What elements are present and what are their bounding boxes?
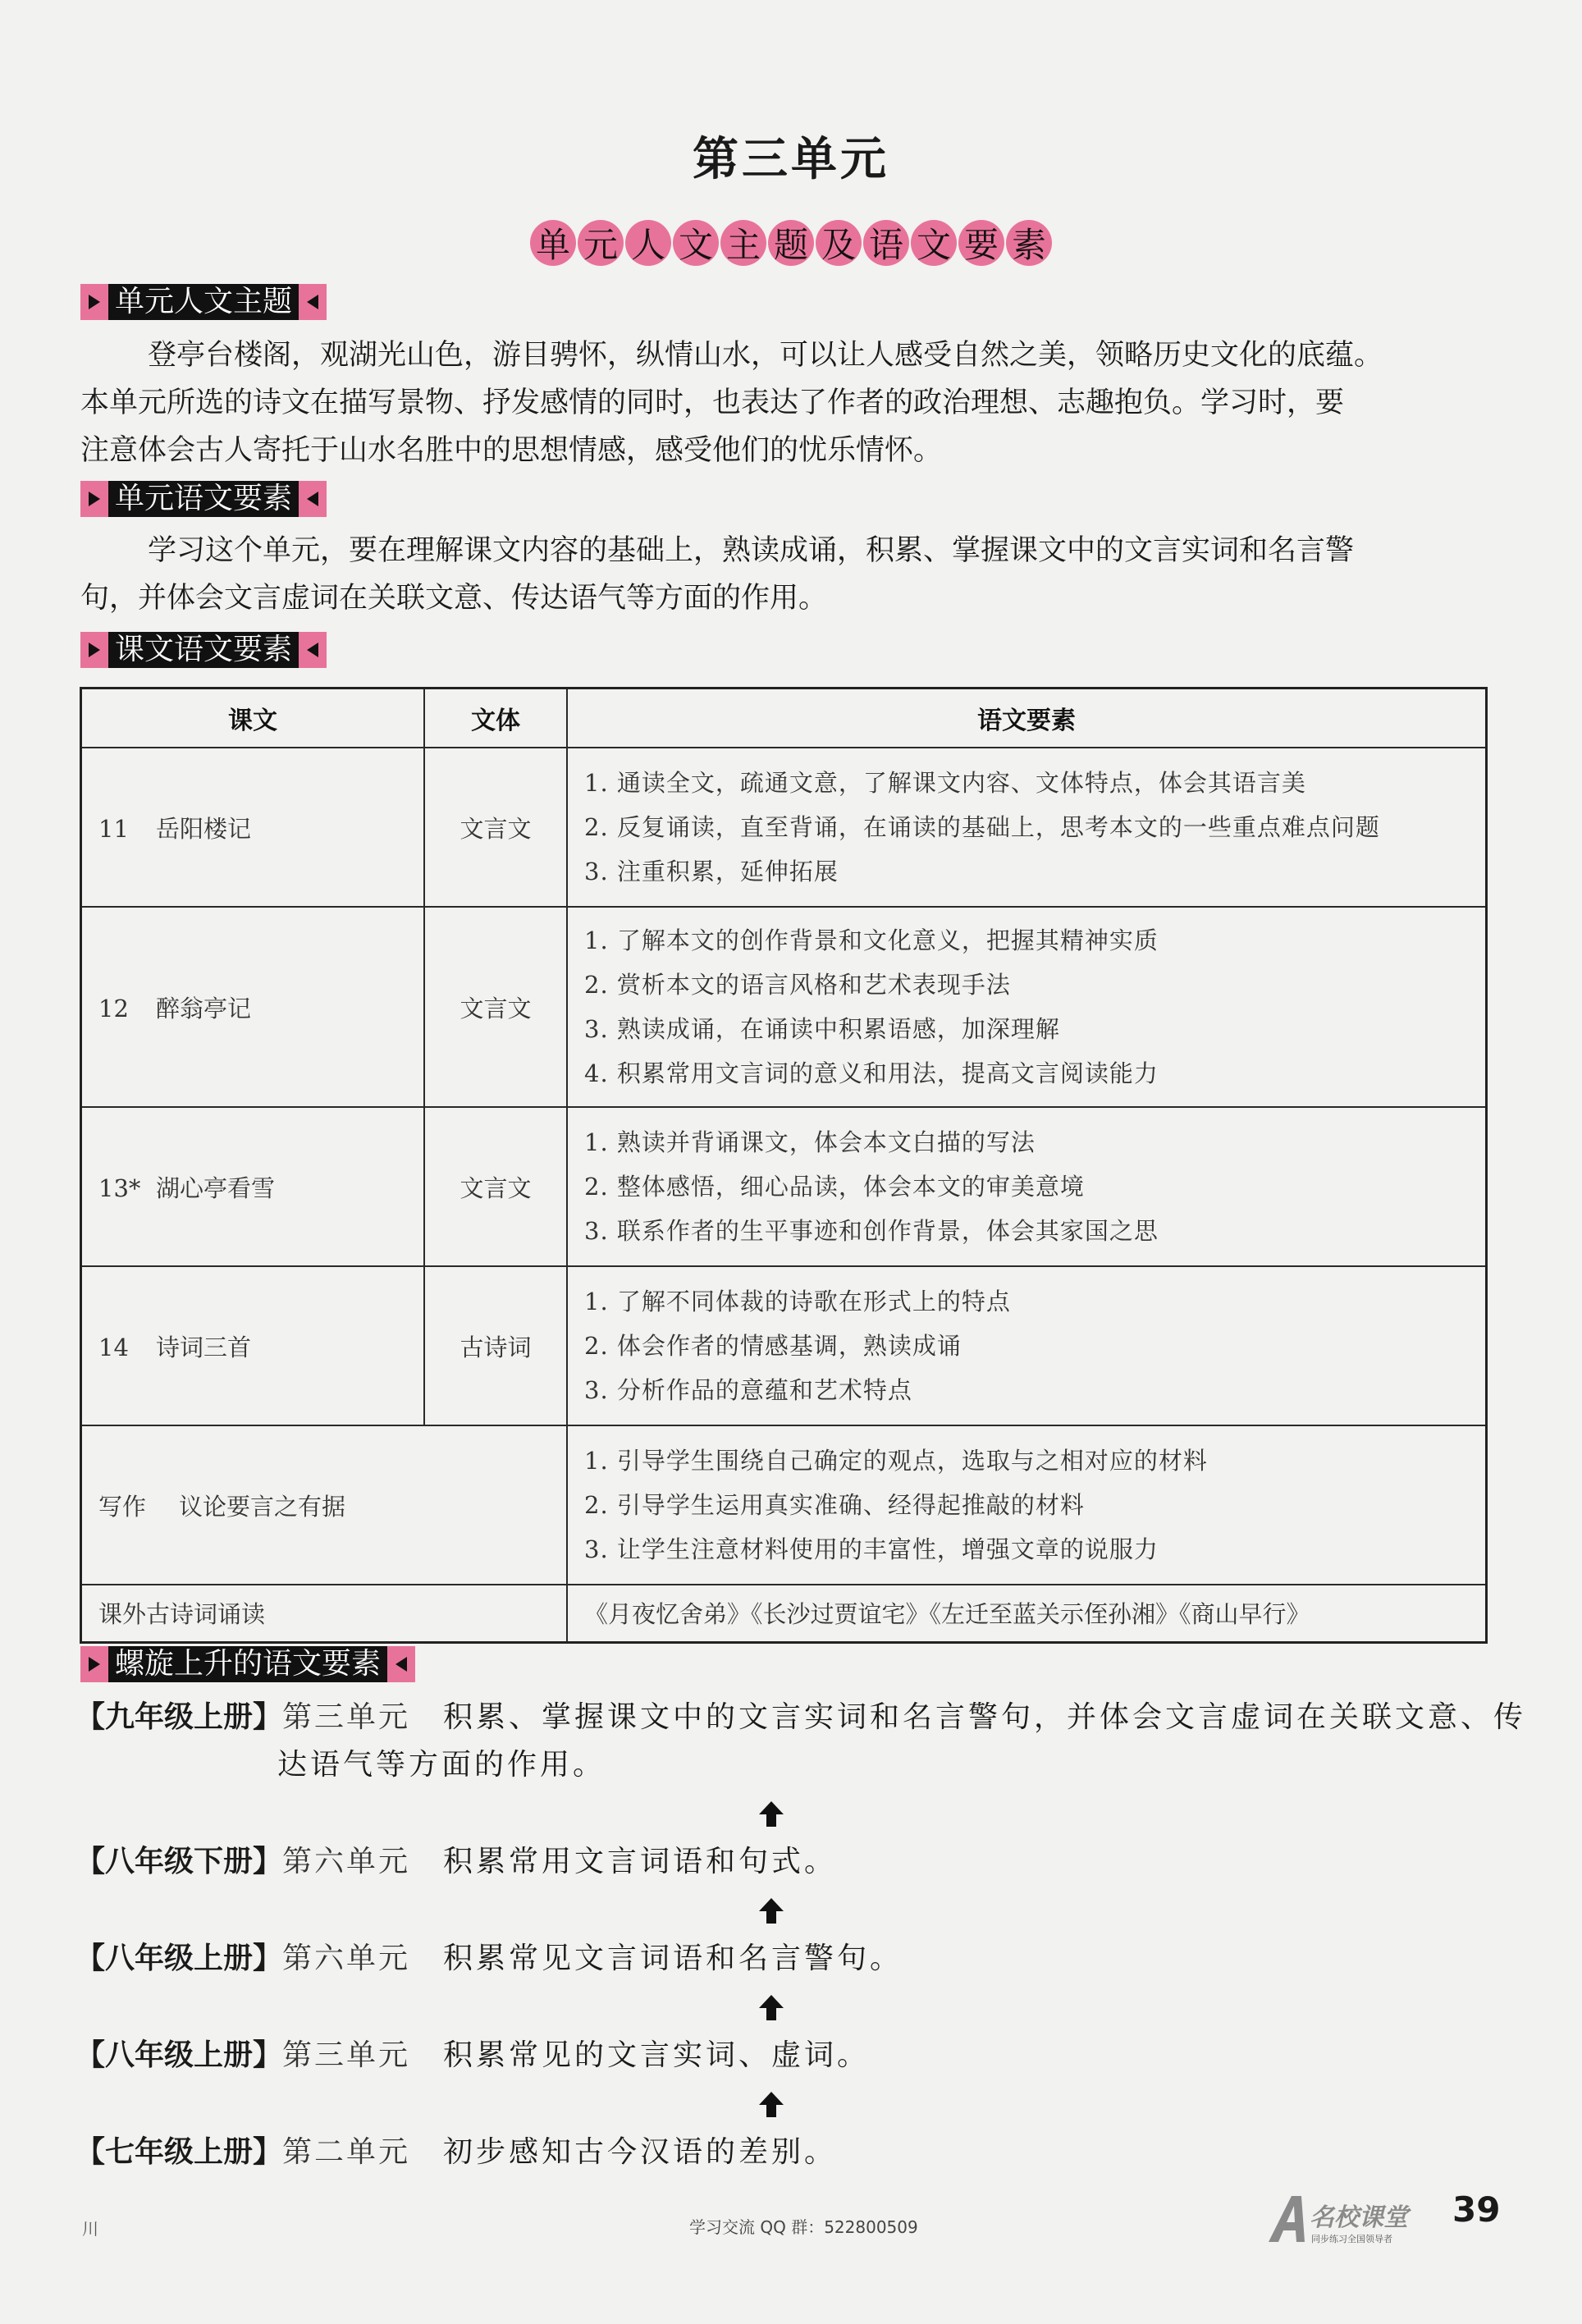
extra-reading-cell: 课外古诗词诵读	[81, 1585, 568, 1642]
paragraph-line: 本单元所选的诗文在描写景物、抒发感情的同时，也表达了作者的政治理想、志趣抱负。学习时，要	[80, 387, 1345, 419]
lesson-cell	[81, 1266, 425, 1425]
footer-qq-group: 学习交流 QQ 群：522800509	[689, 2217, 918, 2237]
paragraph-line: 学习这个单元，要在理解课文内容的基础上，熟读成诵，积累、掌握课文中的文言实词和名言警	[148, 534, 1355, 567]
lesson-number: 12	[98, 994, 129, 1022]
requirement-item: 3. 分析作品的意蕴和艺术特点	[584, 1376, 912, 1404]
banner-char: 语	[863, 220, 909, 266]
grade-label: 【八年级上册】	[75, 2038, 283, 2072]
table-header-row	[81, 689, 1487, 748]
banner-char: 题	[768, 220, 814, 266]
triangle-right-icon	[80, 1646, 108, 1682]
genre-cell: 文言文	[424, 907, 567, 1107]
requirement-item: 3. 注重积累，延伸拓展	[584, 858, 839, 885]
header-genre: 文体	[424, 689, 567, 748]
requirement-item: 3. 熟读成诵，在诵读中积累语感，加深理解	[584, 1015, 1060, 1043]
lesson-title: 岳阳楼记	[156, 814, 252, 843]
table-row	[81, 1107, 1487, 1266]
banner-char: 要	[958, 220, 1004, 266]
paragraph-line: 句，并体会文言虚词在关联文意、传达语气等方面的作用。	[80, 582, 828, 615]
lesson-number: 13*	[98, 1173, 141, 1202]
table-row	[81, 907, 1487, 1107]
table-row	[81, 748, 1487, 907]
banner-char: 及	[816, 220, 862, 266]
requirement-item: 2. 赏析本文的语言风格和艺术表现手法	[584, 971, 1011, 999]
spiral-text-cont: 达语气等方面的作用。	[277, 1748, 606, 1782]
header-lesson: 课文	[81, 689, 425, 748]
triangle-left-icon	[299, 632, 327, 668]
paragraph-line: 注意体会古人寄托于山水名胜中的思想情感，感受他们的忧乐情怀。	[80, 434, 943, 467]
table-row-extra	[81, 1585, 1487, 1642]
requirement-item: 1. 熟读并背诵课文，体会本文白描的写法	[584, 1128, 1036, 1156]
section-banner	[0, 220, 1582, 266]
grade-label: 【九年级上册】	[75, 1700, 283, 1734]
requirement-item: 1. 了解不同体裁的诗歌在形式上的特点	[584, 1288, 1011, 1315]
footer-region-mark: 川	[82, 2219, 98, 2239]
requirement-item: 4. 积累常用文言词的意义和用法，提高文言阅读能力	[584, 1059, 1159, 1087]
triangle-right-icon	[80, 632, 108, 668]
triangle-left-icon	[299, 284, 327, 320]
banner-char: 元	[578, 220, 624, 266]
spiral-item	[75, 1935, 903, 1983]
banner-char: 主	[720, 220, 766, 266]
spiral-item	[75, 2129, 837, 2176]
lesson-title: 醉翁亭记	[156, 994, 252, 1022]
genre-cell: 古诗词	[424, 1266, 567, 1425]
extra-reading-content: 《月夜忆舍弟》《长沙过贾谊宅》《左迁至蓝关示侄孙湘》《商山早行》	[567, 1585, 1487, 1642]
banner-char: 文	[911, 220, 957, 266]
genre-cell: 文言文	[424, 748, 567, 907]
requirement-item: 2. 整体感悟，细心品读，体会本文的审美意境	[584, 1173, 1085, 1201]
genre-cell: 文言文	[424, 1107, 567, 1266]
requirements-cell	[567, 1425, 1487, 1585]
requirement-item: 3. 联系作者的生平事迹和创作背景，体会其家国之思	[584, 1217, 1159, 1245]
table-row-writing	[81, 1425, 1487, 1585]
language-paragraph	[80, 527, 1492, 622]
triangle-left-icon	[387, 1646, 415, 1682]
requirements-cell	[567, 1266, 1487, 1425]
unit-label: 第三单元	[282, 2038, 411, 2072]
page-number: 39	[1452, 2189, 1501, 2230]
writing-title: 议论要言之有据	[179, 1492, 346, 1521]
humanities-paragraph	[80, 332, 1492, 474]
paragraph-line: 登亭台楼阁，观湖光山色，游目骋怀，纵情山水，可以让人感受自然之美，领略历史文化的底蕴。	[148, 339, 1383, 372]
lesson-cell	[81, 1107, 425, 1266]
triangle-right-icon	[80, 481, 108, 517]
banner-char: 单	[530, 220, 576, 266]
section-tag-humanities	[80, 284, 327, 320]
requirement-item: 2. 体会作者的情感基调，熟读成诵	[584, 1332, 962, 1360]
section-label: 课文语文要素	[108, 632, 299, 668]
lesson-cell	[81, 748, 425, 907]
spiral-item	[75, 1694, 1526, 1789]
lesson-number: 14	[98, 1333, 129, 1361]
grade-label: 【八年级下册】	[75, 1845, 283, 1878]
spiral-text: 积累、掌握课文中的文言实词和名言警句，并体会文言虚词在关联文意、传	[443, 1700, 1527, 1734]
writing-label: 写作	[98, 1492, 147, 1521]
section-tag-spiral	[80, 1646, 415, 1682]
requirement-item: 3. 让学生注意材料使用的丰富性，增强文章的说服力	[584, 1535, 1159, 1563]
triangle-left-icon	[299, 481, 327, 517]
header-requirements: 语文要素	[567, 689, 1487, 748]
lesson-title: 湖心亭看雪	[156, 1173, 276, 1202]
banner-char: 文	[673, 220, 719, 266]
publisher-logo	[1264, 2191, 1452, 2249]
requirement-item: 1. 通读全文，疏通文意，了解课文内容、文体特点，体会其语言美	[584, 769, 1306, 797]
section-label: 单元语文要素	[108, 481, 299, 517]
spiral-text: 积累常见文言词语和名言警句。	[443, 1942, 903, 1975]
section-tag-lesson	[80, 632, 327, 668]
banner-char: 人	[625, 220, 671, 266]
triangle-right-icon	[80, 284, 108, 320]
spiral-item	[75, 2032, 870, 2079]
requirements-cell	[567, 1107, 1487, 1266]
lesson-cell	[81, 907, 425, 1107]
unit-label: 第二单元	[282, 2135, 411, 2169]
logo-tagline: 同步练习全国领导者	[1311, 2234, 1392, 2244]
banner-char: 素	[1006, 220, 1052, 266]
grade-label: 【七年级上册】	[75, 2135, 283, 2169]
requirement-item: 2. 引导学生运用真实准确、经得起推敲的材料	[584, 1491, 1085, 1519]
writing-cell	[81, 1425, 568, 1585]
section-label: 螺旋上升的语文要素	[108, 1646, 387, 1682]
unit-label: 第六单元	[282, 1942, 411, 1975]
spiral-item	[75, 1838, 837, 1886]
unit-title: 第三单元	[693, 133, 889, 186]
table-row	[81, 1266, 1487, 1425]
lesson-requirements-table	[80, 687, 1488, 1644]
lesson-title: 诗词三首	[156, 1333, 252, 1361]
spiral-text: 初步感知古今汉语的差别。	[443, 2135, 838, 2169]
section-tag-language	[80, 481, 327, 517]
requirements-cell	[567, 907, 1487, 1107]
requirement-item: 2. 反复诵读，直至背诵，在诵读的基础上，思考本文的一些重点难点问题	[584, 813, 1380, 841]
requirement-item: 1. 了解本文的创作背景和文化意义，把握其精神实质	[584, 926, 1159, 954]
unit-label: 第三单元	[282, 1700, 411, 1734]
lesson-number: 11	[98, 814, 129, 843]
spiral-text: 积累常用文言词语和句式。	[443, 1845, 838, 1878]
spiral-text: 积累常见的文言实词、虚词。	[443, 2038, 871, 2072]
grade-label: 【八年级上册】	[75, 1942, 283, 1975]
section-label: 单元人文主题	[108, 284, 299, 320]
unit-label: 第六单元	[282, 1845, 411, 1878]
requirement-item: 1. 引导学生围绕自己确定的观点，选取与之相对应的材料	[584, 1447, 1208, 1475]
logo-text: 名校课堂	[1310, 2203, 1408, 2232]
requirements-cell	[567, 748, 1487, 907]
